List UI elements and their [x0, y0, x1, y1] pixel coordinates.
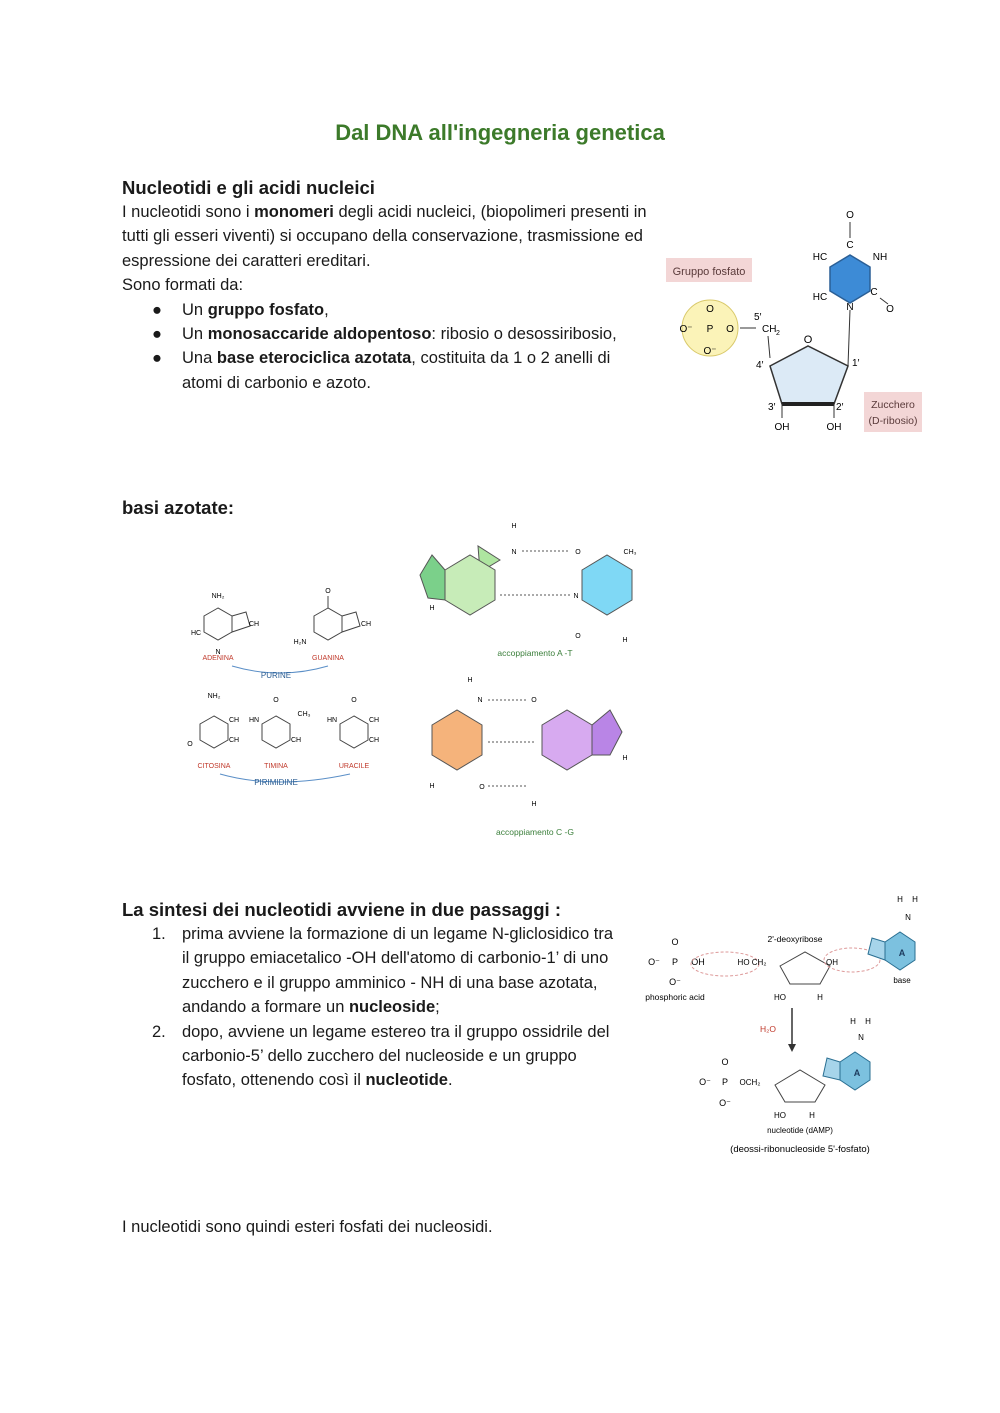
- nucleotide-structure-figure: [660, 200, 930, 450]
- atom-label: CH: [228, 717, 240, 724]
- thymine-structure: [249, 697, 311, 770]
- ring: [342, 612, 360, 632]
- list-item: [122, 346, 652, 395]
- base-letter: A: [853, 1068, 861, 1078]
- atom-label: O: [273, 697, 279, 704]
- atom-label: H: [850, 1017, 856, 1026]
- list-item-text: , costituita da 1 o 2 anelli di atomi di carbonio e azoto.: [182, 349, 611, 392]
- components-list: [122, 298, 652, 396]
- list-item: [122, 322, 652, 346]
- list-item-text: ,: [324, 300, 329, 319]
- intro-paragraph: [122, 200, 652, 273]
- atom-label: CH₃: [623, 549, 637, 556]
- section-nucleotidi: [122, 177, 652, 395]
- list-item: [122, 1020, 632, 1093]
- list-item-bold: gruppo fosfato: [207, 300, 325, 319]
- section-sintesi: [122, 899, 632, 1093]
- atom-label: H: [429, 605, 435, 612]
- steps-list: [122, 922, 632, 1093]
- section-heading-sintesi: La sintesi dei nucleotidi avviene in due passaggi :: [122, 899, 561, 920]
- ring: [314, 608, 342, 640]
- cytosine-structure: [187, 693, 239, 770]
- atom-label: OCH₂: [739, 1078, 761, 1087]
- label-water: H₂O: [759, 1024, 777, 1034]
- atom-label: N: [215, 649, 221, 656]
- page-title: Dal DNA all'ingegneria genetica: [335, 120, 665, 145]
- position-label: 2′: [836, 402, 844, 413]
- atom-label: O⁻: [719, 1098, 731, 1108]
- atom-label: OH: [826, 422, 842, 433]
- atom-label: O⁻: [669, 977, 681, 987]
- atom-label: N: [858, 1033, 864, 1042]
- section-heading-nucleotidi: Nucleotidi e gli acidi nucleici: [122, 177, 375, 198]
- atom-label: H: [865, 1017, 871, 1026]
- label-deoxyribose: 2'-deoxyribose: [767, 934, 823, 944]
- atom-label: NH₂: [211, 593, 225, 600]
- atom-label: N: [573, 593, 579, 600]
- list-item-bold: nucleotide: [365, 1071, 448, 1090]
- list-number: 1.: [152, 925, 166, 943]
- atom-label: CH₃: [297, 711, 311, 718]
- position-label: 4′: [756, 360, 764, 371]
- label-nucleotide: nucleotide (dAMP): [767, 1126, 833, 1135]
- atom-label: CH: [368, 717, 380, 724]
- label-base: base: [893, 976, 911, 985]
- position-label: 1′: [852, 358, 860, 369]
- atom-label: OH: [691, 957, 705, 967]
- base-name-uracile: URACILE: [338, 763, 370, 770]
- atom-label: CH: [228, 737, 240, 744]
- atom-label: H: [531, 801, 537, 808]
- atom-label: O: [803, 334, 813, 346]
- position-label: 3′: [768, 402, 776, 413]
- atom-label: O⁻: [679, 324, 693, 335]
- ring: [200, 716, 228, 748]
- atom-label: HO: [774, 993, 786, 1002]
- intro-text-2: degli acidi nucleici, (biopolimeri presenti in tutti gli esseri viventi) si occupano della conservazione, trasmissione ed espressione dei caratteri ereditari.: [122, 203, 647, 270]
- pair-label-at: accoppiamento A -T: [497, 648, 573, 658]
- atom-label: 2: [776, 330, 780, 337]
- sugar-ring: [770, 346, 848, 404]
- ring: [232, 612, 250, 632]
- sugar-ring: [775, 1070, 825, 1102]
- bond-line: [768, 336, 770, 358]
- base-name-adenina: ADENINA: [202, 655, 234, 662]
- phosphate-label: Gruppo fosfato: [672, 266, 746, 278]
- atom-label: O: [726, 324, 734, 335]
- reaction-arrow-head: [788, 1044, 796, 1052]
- atom-label: HN: [248, 717, 260, 724]
- ring: [592, 710, 622, 755]
- list-item-text: Un: [182, 300, 208, 319]
- base-letter: A: [898, 948, 906, 958]
- list-item-bold: monosaccaride aldopentoso: [207, 325, 432, 344]
- atom-label: O: [671, 937, 679, 947]
- sugar-label: Zucchero: [871, 399, 915, 411]
- atom-label: H: [622, 755, 628, 762]
- base-name-timina: TIMINA: [264, 763, 288, 770]
- atom-label: HC: [812, 252, 828, 263]
- adenine-structure: [191, 593, 259, 662]
- atom-label: HO CH₂: [737, 958, 767, 967]
- atom-label: CH: [290, 737, 302, 744]
- atom-label: NH₂: [207, 693, 221, 700]
- list-item: [122, 298, 652, 322]
- atom-label: N: [511, 549, 517, 556]
- atom-label: OH: [826, 958, 838, 967]
- bullet-icon: ●: [152, 325, 162, 344]
- list-item-bold: base eterociclica azotata: [216, 349, 412, 368]
- atom-label: P: [721, 1077, 729, 1087]
- pair-cg-structure: [429, 677, 627, 837]
- bullet-icon: ●: [152, 300, 162, 319]
- atom-label: O⁻: [648, 957, 660, 967]
- list-number: 2.: [152, 1022, 166, 1041]
- atom-label: O: [721, 1057, 729, 1067]
- atom-label: H: [467, 677, 473, 684]
- intro-text-1: I nucleotidi sono i: [122, 203, 255, 221]
- atom-label: O: [886, 304, 894, 315]
- atom-label: N: [846, 302, 854, 313]
- atom-label: HN: [326, 717, 338, 724]
- atom-label: H: [429, 783, 435, 790]
- pair-at-structure: [420, 523, 637, 658]
- atom-label: CH: [368, 737, 380, 744]
- atom-label: OH: [774, 422, 790, 433]
- base-ring: [823, 1058, 840, 1080]
- ring: [340, 716, 368, 748]
- list-item: [122, 922, 632, 1020]
- atom-label: O: [846, 210, 854, 221]
- base-name-guanina: GUANINA: [312, 655, 344, 662]
- base-ring: [868, 938, 885, 960]
- list-item-text: ;: [435, 998, 440, 1017]
- bullet-icon: ●: [152, 349, 162, 368]
- atom-label: HC: [190, 630, 202, 637]
- atom-label: CH: [360, 621, 372, 628]
- uracil-structure: [327, 697, 379, 770]
- ring: [420, 555, 445, 600]
- atom-label: O: [706, 304, 714, 315]
- atom-label: CH: [762, 324, 777, 335]
- atom-label: H: [622, 637, 628, 644]
- atom-label: O: [187, 741, 193, 748]
- list-item-bold: nucleoside: [348, 998, 436, 1017]
- atom-label: O: [325, 588, 331, 595]
- list-item-text: .: [447, 1071, 453, 1090]
- ring: [542, 710, 592, 770]
- atom-label: H: [809, 1111, 815, 1120]
- atom-label: N: [477, 697, 483, 704]
- atom-label: NH: [872, 252, 888, 263]
- atom-label: HC: [812, 292, 828, 303]
- atom-label: O⁻: [699, 1077, 711, 1087]
- base-name-citosina: CITOSINA: [197, 763, 231, 770]
- label-phosphoric-acid: phosphoric acid: [645, 992, 705, 1002]
- atom-label: H: [511, 523, 517, 530]
- ring: [204, 608, 232, 640]
- pair-label-cg: accoppiamento C -G: [496, 827, 574, 837]
- sugar-ring: [780, 952, 830, 984]
- atom-label: O: [531, 697, 537, 704]
- atom-label: CH: [248, 621, 260, 628]
- atom-label: P: [671, 957, 679, 967]
- atom-label: C: [846, 240, 854, 251]
- formed-by-text: Sono formati da:: [122, 276, 244, 295]
- nucleotide-synthesis-figure: [640, 880, 940, 1165]
- ring: [432, 710, 482, 770]
- ring: [582, 555, 632, 615]
- atom-label: C: [870, 287, 878, 298]
- guanine-structure: [294, 588, 371, 662]
- atom-label: HO: [774, 1111, 786, 1120]
- list-item-text: Un: [182, 325, 208, 344]
- atom-label: H: [817, 993, 823, 1002]
- position-label: 5′: [754, 312, 762, 323]
- list-item-text: Una: [182, 349, 217, 368]
- nitrogenous-bases-figure: [170, 520, 650, 850]
- sugar-label: (D-ribosio): [868, 415, 918, 427]
- atom-label: O: [575, 549, 581, 556]
- conclusion-text: I nucleotidi sono quindi esteri fosfati dei nucleosidi.: [122, 1218, 493, 1236]
- atom-label: H: [897, 895, 903, 904]
- atom-label: O⁻: [703, 346, 717, 357]
- group-label-purine: PURINE: [260, 671, 292, 680]
- atom-label: O: [479, 784, 485, 791]
- list-item-text: prima avviene la formazione di un legame N-gliclosidico tra il gruppo emiacetalico -OH dell'atomo di carbonio-1’ di uno zucchero e il gruppo amminico - NH di una base azotata, andando a formare un: [182, 925, 614, 1017]
- intro-bold: monomeri: [254, 203, 334, 221]
- list-item-text: dopo, avviene un legame estereo tra il gruppo ossidrile del carbonio-5’ dello zucchero del nucleoside e un gruppo fosfato, ottenendo così il: [182, 1022, 610, 1090]
- base-ring: [830, 255, 870, 303]
- atom-label: N: [905, 913, 911, 922]
- atom-label: H₂N: [293, 639, 307, 646]
- bond-line: [848, 310, 850, 366]
- group-label-pirimidine: PIRIMIDINE: [254, 778, 298, 787]
- list-item-text: : ribosio o desossiribosio,: [431, 325, 617, 344]
- atom-label: O: [351, 697, 357, 704]
- label-deossi: (deossi-ribonucleoside 5'-fosfato): [730, 1144, 870, 1155]
- ring: [262, 716, 290, 748]
- section-heading-basi: basi azotate:: [122, 497, 235, 518]
- atom-label: P: [706, 324, 714, 335]
- atom-label: O: [575, 633, 581, 640]
- atom-label: H: [912, 895, 918, 904]
